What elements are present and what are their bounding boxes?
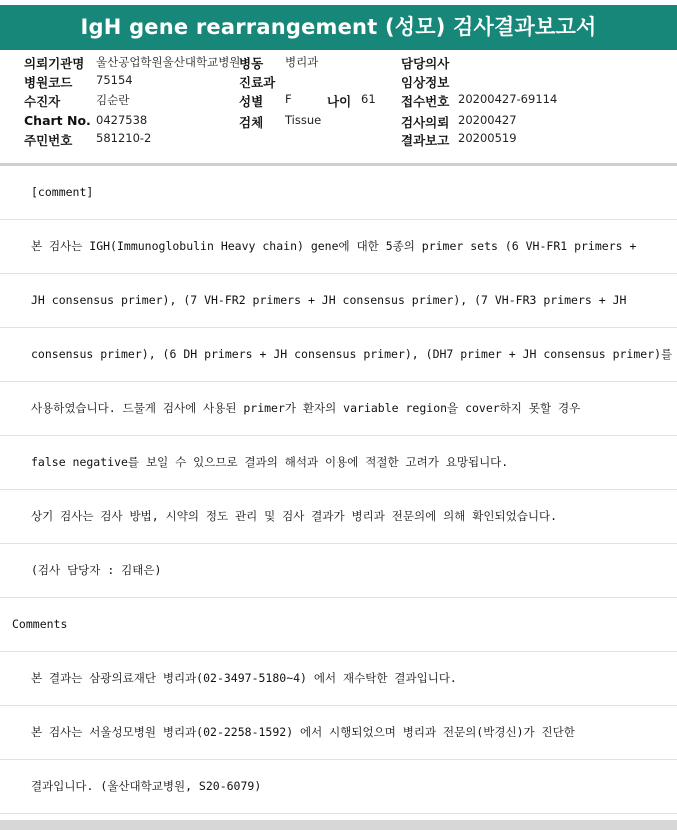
recipient-value: 김순란 [96, 93, 130, 107]
recipient-label: 수진자 [24, 94, 61, 109]
comment-line: 본 검사는 IGH(Immunoglobulin Heavy chain) gene에 대한 5종의 primer sets (6 VH-FR1 primers + [0, 220, 677, 274]
request-value: 20200427 [458, 113, 517, 127]
info-row-1 [0, 54, 677, 73]
info-row-5 [0, 131, 677, 150]
org-value: 울산공업학원울산대학교병원 [96, 55, 241, 69]
comment-line: consensus primer), (6 DH primers + JH consensus primer), (DH7 primer + JH consensus primer)를 [0, 328, 677, 382]
report-value: 20200519 [458, 131, 517, 145]
receipt-label: 접수번호 [401, 94, 450, 109]
comment-line: false negative를 보일 수 있으므로 결과의 해석과 이용에 적절한 고려가 요망됩니다. [0, 436, 677, 490]
info-row-4 [0, 113, 677, 132]
receipt-value: 20200427-69114 [458, 92, 558, 106]
comment-section [0, 166, 677, 814]
org-label: 의뢰기관명 [24, 56, 85, 71]
age-label: 나이 [327, 94, 352, 109]
comments-line: 결과입니다. (울산대학교병원, S20-6079) [0, 760, 677, 814]
ssn-value: 581210-2 [96, 131, 152, 145]
patient-info-block [0, 50, 677, 163]
sex-label: 성별 [239, 94, 264, 109]
comment-line: JH consensus primer), (7 VH-FR2 primers + JH consensus primer), (7 VH-FR3 primers + JH [0, 274, 677, 328]
bottom-border [0, 820, 677, 830]
age-value: 61 [361, 92, 376, 106]
report-label: 결과보고 [401, 133, 450, 148]
comment-line: 상기 검사는 검사 방법, 시약의 정도 관리 및 검사 결과가 병리과 전문의에 의해 확인되었습니다. [0, 490, 677, 544]
request-label: 검사의뢰 [401, 115, 450, 130]
dept-label: 진료과 [239, 75, 276, 90]
ward-value: 병리과 [285, 55, 319, 69]
ssn-label: 주민번호 [24, 133, 73, 148]
chart-value: 0427538 [96, 113, 148, 127]
comment-line: (검사 담당자 : 김태은) [0, 544, 677, 598]
comments-heading: Comments [0, 598, 677, 652]
report-title: IgH gene rearrangement (성모) 검사결과보고서 [0, 5, 677, 50]
ward-label: 병동 [239, 56, 264, 71]
comment-line: [comment] [0, 166, 677, 220]
hospcode-label: 병원코드 [24, 75, 73, 90]
info-row-3 [0, 92, 677, 111]
specimen-label: 검체 [239, 115, 264, 130]
info-row-2 [0, 73, 677, 92]
hospcode-value: 75154 [96, 73, 133, 87]
comments-line: 본 검사는 서울성모병원 병리과(02-2258-1592) 에서 시행되었으며 병리과 전문의(박경신)가 진단한 [0, 706, 677, 760]
comments-line: 본 결과는 삼광의료재단 병리과(02-3497-5180~4) 에서 재수탁한 결과입니다. [0, 652, 677, 706]
chart-label: Chart No. [24, 113, 91, 128]
clinical-label: 임상정보 [401, 75, 450, 90]
specimen-value: Tissue [285, 113, 322, 127]
doctor-label: 담당의사 [401, 56, 450, 71]
sex-value: F [285, 92, 292, 106]
comment-line: 사용하였습니다. 드물게 검사에 사용된 primer가 환자의 variable region을 cover하지 못할 경우 [0, 382, 677, 436]
